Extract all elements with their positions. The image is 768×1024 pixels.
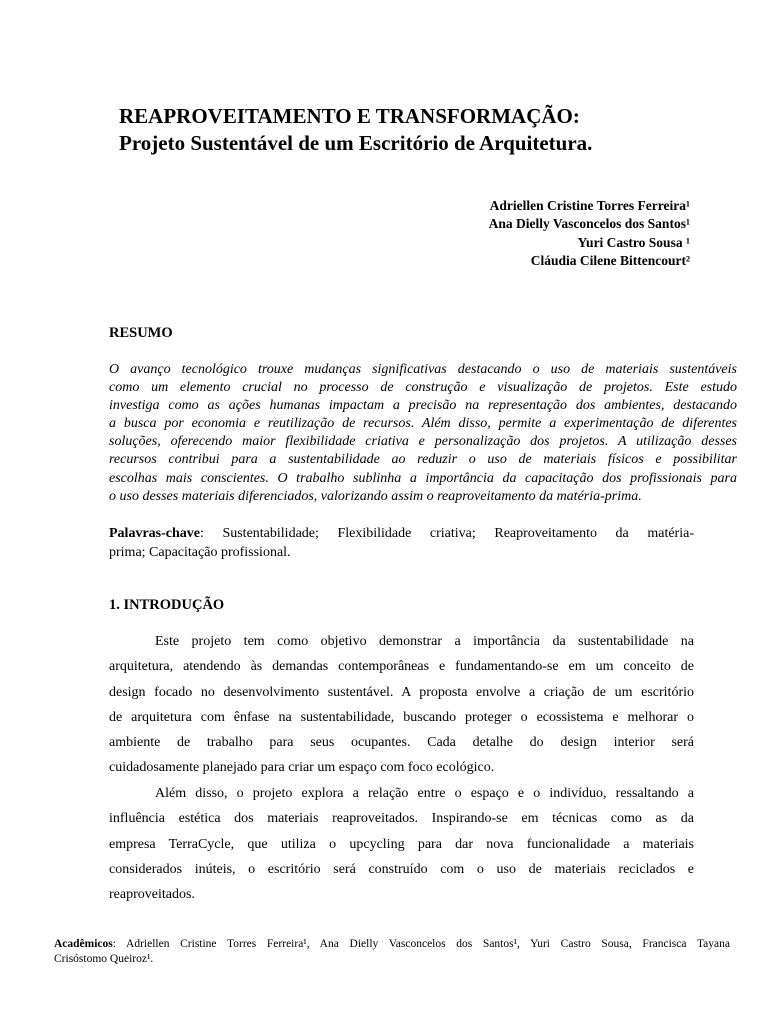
keywords-line-1: [109, 524, 694, 543]
abstract-line: O avanço tecnológico trouxe mudanças significativas destacando o uso de materiais sustentáveis: [109, 362, 737, 377]
abstract-line: recursos contribui para a sustentabilidade ao reduzir o uso de materiais físicos e possibilitar: [109, 452, 737, 468]
body-line: empresa TerraCycle, que utiliza o upcycling para dar nova funcionalidade a materiais: [109, 836, 694, 852]
introduction-heading: 1. INTRODUÇÃO: [109, 597, 225, 613]
footnote-label: Acadêmicos: [54, 938, 113, 950]
author-name: Adriellen Cristine Torres Ferreira¹: [489, 198, 690, 213]
body-line: design focado no desenvolvimento sustentável. A proposta envolve a criação de um escritório: [109, 684, 694, 700]
body-line: reaproveitados.: [109, 887, 195, 903]
abstract-text: [109, 361, 737, 506]
abstract-line: escolhas mais conscientes. O trabalho sublinha a importância da capacitação dos profissionais para: [109, 470, 737, 486]
body-line: Este projeto tem como objetivo demonstrar a importância da sustentabilidade na: [155, 634, 694, 649]
footnote: [54, 937, 730, 967]
abstract-line: soluções, oferecendo maior flexibilidade criativa e personalização dos projetos. A utilização desses: [109, 434, 737, 450]
abstract-line: investiga como as ações humanas impactam a precisão na representação dos ambientes, destacando: [109, 398, 737, 414]
body-line: influência estética dos materiais reaproveitados. Inspirando-se em técnicas como as da: [109, 811, 694, 827]
title-line-2: Projeto Sustentável de um Escritório de Arquitetura.: [119, 131, 593, 155]
abstract-heading: RESUMO: [109, 325, 173, 341]
keywords-line-2: prima; Capacitação profissional.: [109, 545, 291, 560]
title-line-1: REAPROVEITAMENTO E TRANSFORMAÇÃO:: [119, 104, 580, 128]
author-name: Ana Dielly Vasconcelos dos Santos¹: [488, 216, 690, 232]
keywords-label: Palavras-chave: [109, 526, 200, 541]
body-line: cuidadosamente planejado para criar um espaço com foco ecológico.: [109, 760, 495, 776]
document-title: [119, 103, 719, 157]
abstract-line: a busca por economia e reutilização de recursos. Além disso, permite a experimentação de diferentes: [109, 416, 737, 432]
body-line: arquitetura, atendendo às demandas contemporâneas e fundamentando-se em um conceito de: [109, 659, 694, 675]
footnote-line-1: [54, 937, 730, 952]
introduction-paragraph-2: [109, 781, 694, 907]
author-name: Yuri Castro Sousa ¹: [577, 234, 690, 250]
author-list: [489, 197, 690, 270]
body-line: ambiente de trabalho para seus ocupantes. Cada detalhe do design interior será: [109, 735, 694, 751]
introduction-paragraph-1: [109, 629, 694, 781]
body-line: de arquitetura com ênfase na sustentabilidade, buscando proteger o ecossistema e melhorar o: [109, 709, 694, 725]
abstract-line: o uso desses materiais diferenciados, valorizando assim o reaproveitamento da matéria-prima.: [109, 488, 642, 504]
footnote-text: : Adriellen Cristine Torres Ferreira¹, Ana Dielly Vasconcelos dos Santos¹, Yuri Castro Sousa, Francisca Tayana: [112, 938, 730, 950]
body-line: considerados inúteis, o escritório será construído com o uso de materiais reciclados e: [109, 861, 694, 877]
abstract-line: como um elemento crucial no processo de construção e visualização de projetos. Este estudo: [109, 380, 737, 396]
keywords: [109, 524, 694, 562]
author-name: Cláudia Cilene Bittencourt²: [530, 252, 690, 268]
keywords-text: : Sustentabilidade; Flexibilidade criativa; Reaproveitamento da matéria-: [199, 526, 694, 541]
body-line: Além disso, o projeto explora a relação entre o espaço e o indivíduo, ressaltando a: [155, 786, 694, 801]
footnote-line-2: Crisóstomo Queiroz¹.: [54, 953, 154, 965]
